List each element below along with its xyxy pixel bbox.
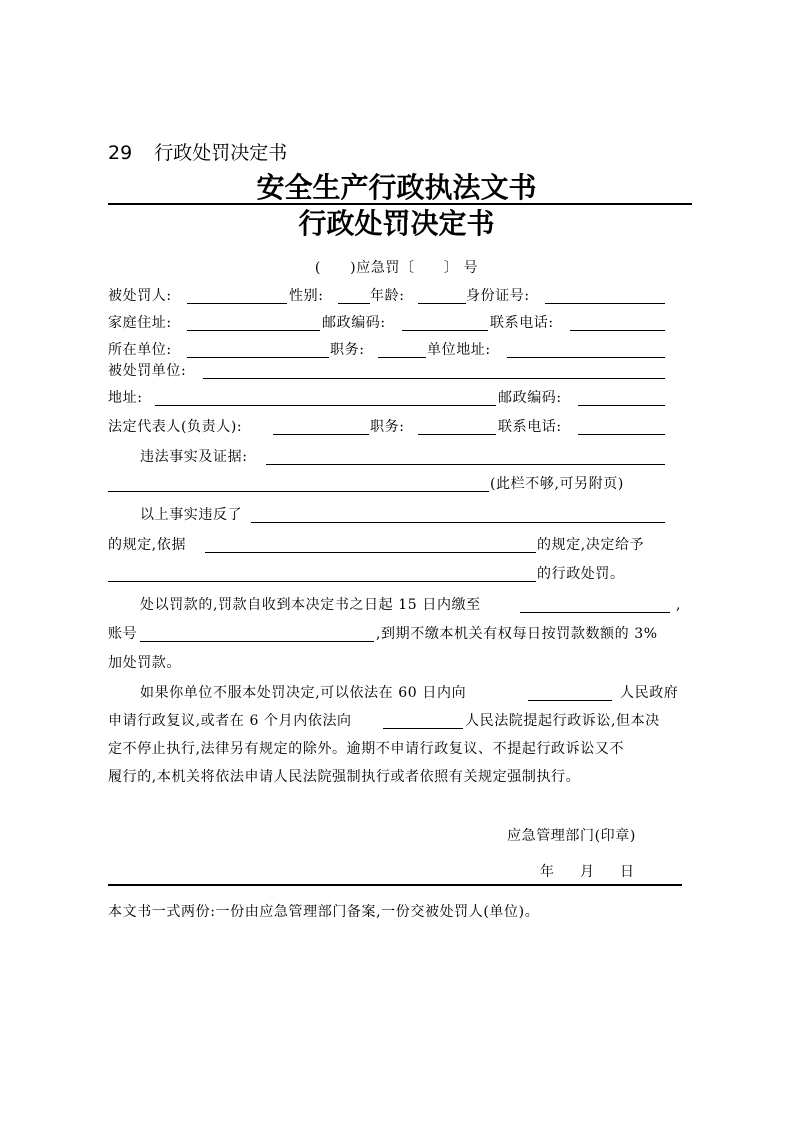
facts-field-line2[interactable] [108, 491, 489, 492]
basis-suffix: 的规定,决定给予 [537, 537, 645, 553]
appeal-text-2b: 人民法院提起行政诉讼,但本决 [465, 713, 660, 729]
facts-field-line1[interactable] [266, 464, 665, 465]
id-number-label: 身份证号: [466, 288, 530, 304]
appeal-text-1b: 人民政府 [620, 685, 679, 701]
violated-label: 以上事实违反了 [140, 507, 243, 523]
fine-text-1: 处以罚款的,罚款自收到本决定书之日起 15 日内缴至 [140, 597, 481, 613]
postal-code2-field[interactable] [578, 405, 665, 406]
appeal-text-2: 申请行政复议,或者在 6 个月内依法向 [108, 713, 352, 729]
document-subtitle: 行政处罚决定书 [298, 207, 495, 240]
penalty-suffix: 的行政处罚。 [537, 566, 625, 582]
address-field[interactable] [155, 405, 496, 406]
footer-note: 本文书一式两份:一份由应急管理部门备案,一份交被处罚人(单位)。 [108, 904, 540, 920]
appeal-text-3: 定不停止执行,法律另有规定的除外。逾期不申请行政复议、不提起行政诉讼又不 [108, 741, 625, 757]
appeal-text-4: 履行的,本机关将依法申请人民法院强制执行或者依照有关规定强制执行。 [108, 769, 581, 785]
account-label: 账号 [108, 626, 138, 642]
legal-rep-label: 法定代表人(负责人): [108, 419, 243, 435]
penalized-person-field[interactable] [187, 303, 287, 304]
basis-prefix: 的规定,依据 [108, 537, 187, 553]
work-unit-label: 所在单位: [108, 342, 172, 358]
appeal-government-field[interactable] [528, 700, 612, 701]
appeal-text-1: 如果你单位不服本处罚决定,可以依法在 60 日内向 [140, 685, 467, 701]
legal-rep-field[interactable] [273, 434, 369, 435]
fine-text-3: 加处罚款。 [108, 655, 181, 671]
work-unit-field[interactable] [187, 357, 329, 358]
account-field[interactable] [140, 641, 374, 642]
facts-label: 违法事实及证据: [140, 449, 248, 465]
date-month-label: 月 [580, 864, 595, 880]
fine-text-2: ,到期不缴本机关有权每日按罚款数额的 3% [376, 626, 658, 642]
unit-address-field[interactable] [507, 357, 665, 358]
age-field[interactable] [418, 303, 466, 304]
penalty-field[interactable] [108, 581, 536, 582]
position2-label: 职务: [370, 419, 405, 435]
penalized-person-label: 被处罚人: [108, 288, 172, 304]
penalized-unit-label: 被处罚单位: [108, 363, 187, 379]
home-address-label: 家庭住址: [108, 315, 172, 331]
phone-label: 联系电话: [490, 315, 554, 331]
penalized-unit-field[interactable] [203, 378, 665, 379]
basis-field[interactable] [205, 552, 536, 553]
phone-field[interactable] [570, 330, 665, 331]
position2-field[interactable] [418, 434, 496, 435]
fine-text-1b: , [676, 597, 682, 613]
fine-payee-field[interactable] [520, 612, 670, 613]
doc-name: 行政处罚决定书 [154, 142, 288, 164]
document-serial-number: ( )应急罚〔 〕 号 [314, 260, 479, 276]
violated-regulation-field[interactable] [251, 522, 665, 523]
date-year-label: 年 [540, 864, 555, 880]
footer-rule [108, 884, 682, 886]
postal-code2-label: 邮政编码: [498, 390, 562, 406]
phone2-field[interactable] [578, 434, 665, 435]
doc-index: 29 [108, 142, 133, 164]
document-title: 安全生产行政执法文书 [256, 171, 537, 204]
document-number [108, 142, 287, 164]
address-label: 地址: [108, 390, 143, 406]
postal-code-label: 邮政编码: [322, 315, 386, 331]
postal-code-field[interactable] [402, 330, 488, 331]
age-label: 年龄: [370, 288, 405, 304]
phone2-label: 联系电话: [498, 419, 562, 435]
gender-label: 性别: [289, 288, 324, 304]
attach-note: (此栏不够,可另附页) [490, 476, 624, 492]
appeal-court-field[interactable] [383, 728, 463, 729]
issuing-department: 应急管理部门(印章) [507, 828, 636, 844]
home-address-field[interactable] [187, 330, 320, 331]
position-field[interactable] [378, 357, 426, 358]
date-day-label: 日 [620, 864, 635, 880]
title-rule [108, 203, 692, 205]
position-label: 职务: [330, 342, 365, 358]
unit-address-label: 单位地址: [427, 342, 491, 358]
id-number-field[interactable] [545, 303, 665, 304]
gender-field[interactable] [338, 303, 370, 304]
